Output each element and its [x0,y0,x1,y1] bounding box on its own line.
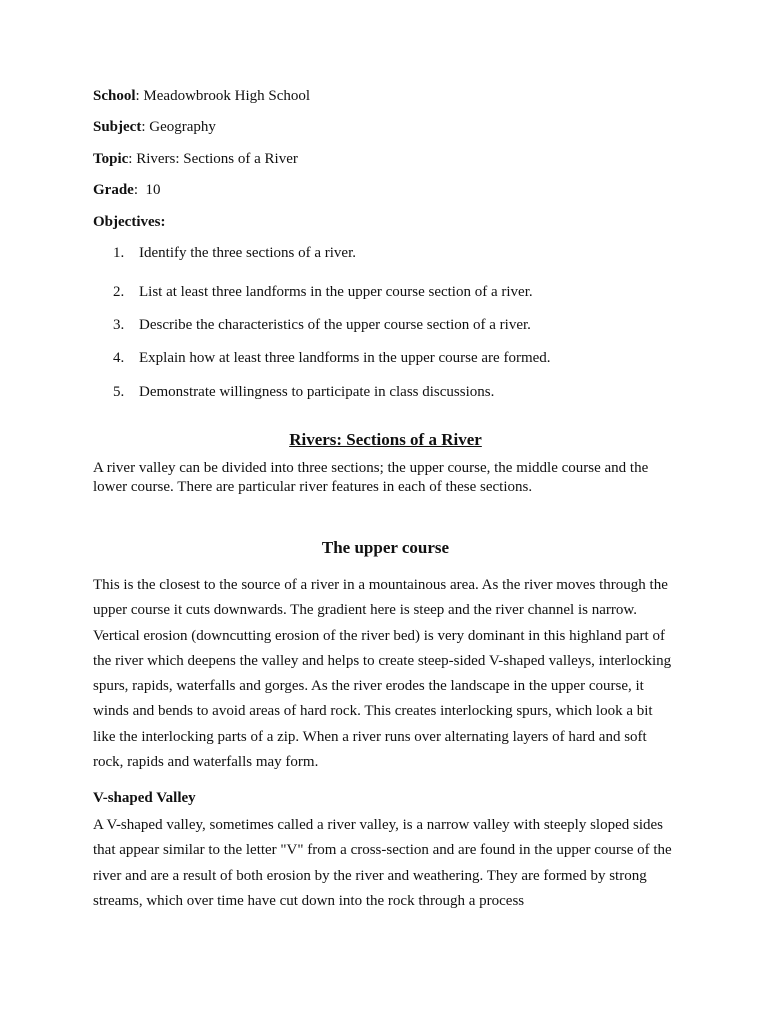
objective-text: List at least three landforms in the upper course section of a river. [139,284,533,300]
objective-number: 2. [113,284,125,300]
objective-item [113,314,531,336]
objective-item [113,347,551,369]
objective-number: 1. [113,245,125,261]
objective-text: Identify the three sections of a river. [139,245,357,261]
subject-label: Subject [93,119,142,135]
upper-course-heading: The upper course [321,538,450,557]
v-valley-paragraph: A V-shaped valley, sometimes called a river valley, is a narrow valley with steeply sloped sides that appear similar to the letter "V" from a cross-section and are found in the upper course of the river and are a result of both erosion by the river and weathering. They are formed by strong streams, which over time have cut down into the rock through a process [93,817,672,909]
objective-item [113,281,533,303]
objective-number: 4. [113,350,125,366]
grade-value: : 10 [133,182,161,198]
objective-text: Explain how at least three landforms in the upper course are formed. [139,350,551,366]
objective-text: Demonstrate willingness to participate in class discussions. [139,384,495,400]
grade-line [93,179,161,201]
objective-item [113,381,494,403]
subject-line [93,116,216,138]
school-label: School [93,88,136,104]
section-title: Rivers: Sections of a River [289,430,482,449]
school-value: : Meadowbrook High School [135,88,311,104]
objective-item [113,242,356,264]
objectives-heading: Objectives: [93,214,166,230]
objective-number: 3. [113,317,125,333]
objective-text: Describe the characteristics of the upper course section of a river. [139,317,531,333]
upper-course-paragraph: This is the closest to the source of a river in a mountainous area. As the river moves through the upper course it cuts downwards. The gradient here is steep and the river channel is narrow. Vertical erosion (downcutting erosion of the river bed) is very dominant in this highland part of the river which deepens the valley and helps to create steep-sided V-shaped valleys, interlocking spurs, rapids, waterfalls and gorges. As the river erodes the landscape in the upper course, it winds and bends to avoid areas of hard rock. This creates interlocking spurs, which look a bit like the interlocking parts of a zip. When a river runs over alternating layers of hard and soft rock, rapids and waterfalls may form. [93,577,672,771]
objective-number: 5. [113,384,125,400]
section-intro: A river valley can be divided into three sections; the upper course, the middle course and the lower course. There are particular river features in each of these sections. [93,460,649,495]
grade-label: Grade [93,182,134,198]
topic-line [93,148,298,170]
topic-value: : Rivers: Sections of a River [128,151,298,167]
topic-label: Topic [93,151,129,167]
v-valley-heading: V-shaped Valley [93,790,196,806]
subject-value: : Geography [141,119,216,135]
school-line [93,85,310,107]
